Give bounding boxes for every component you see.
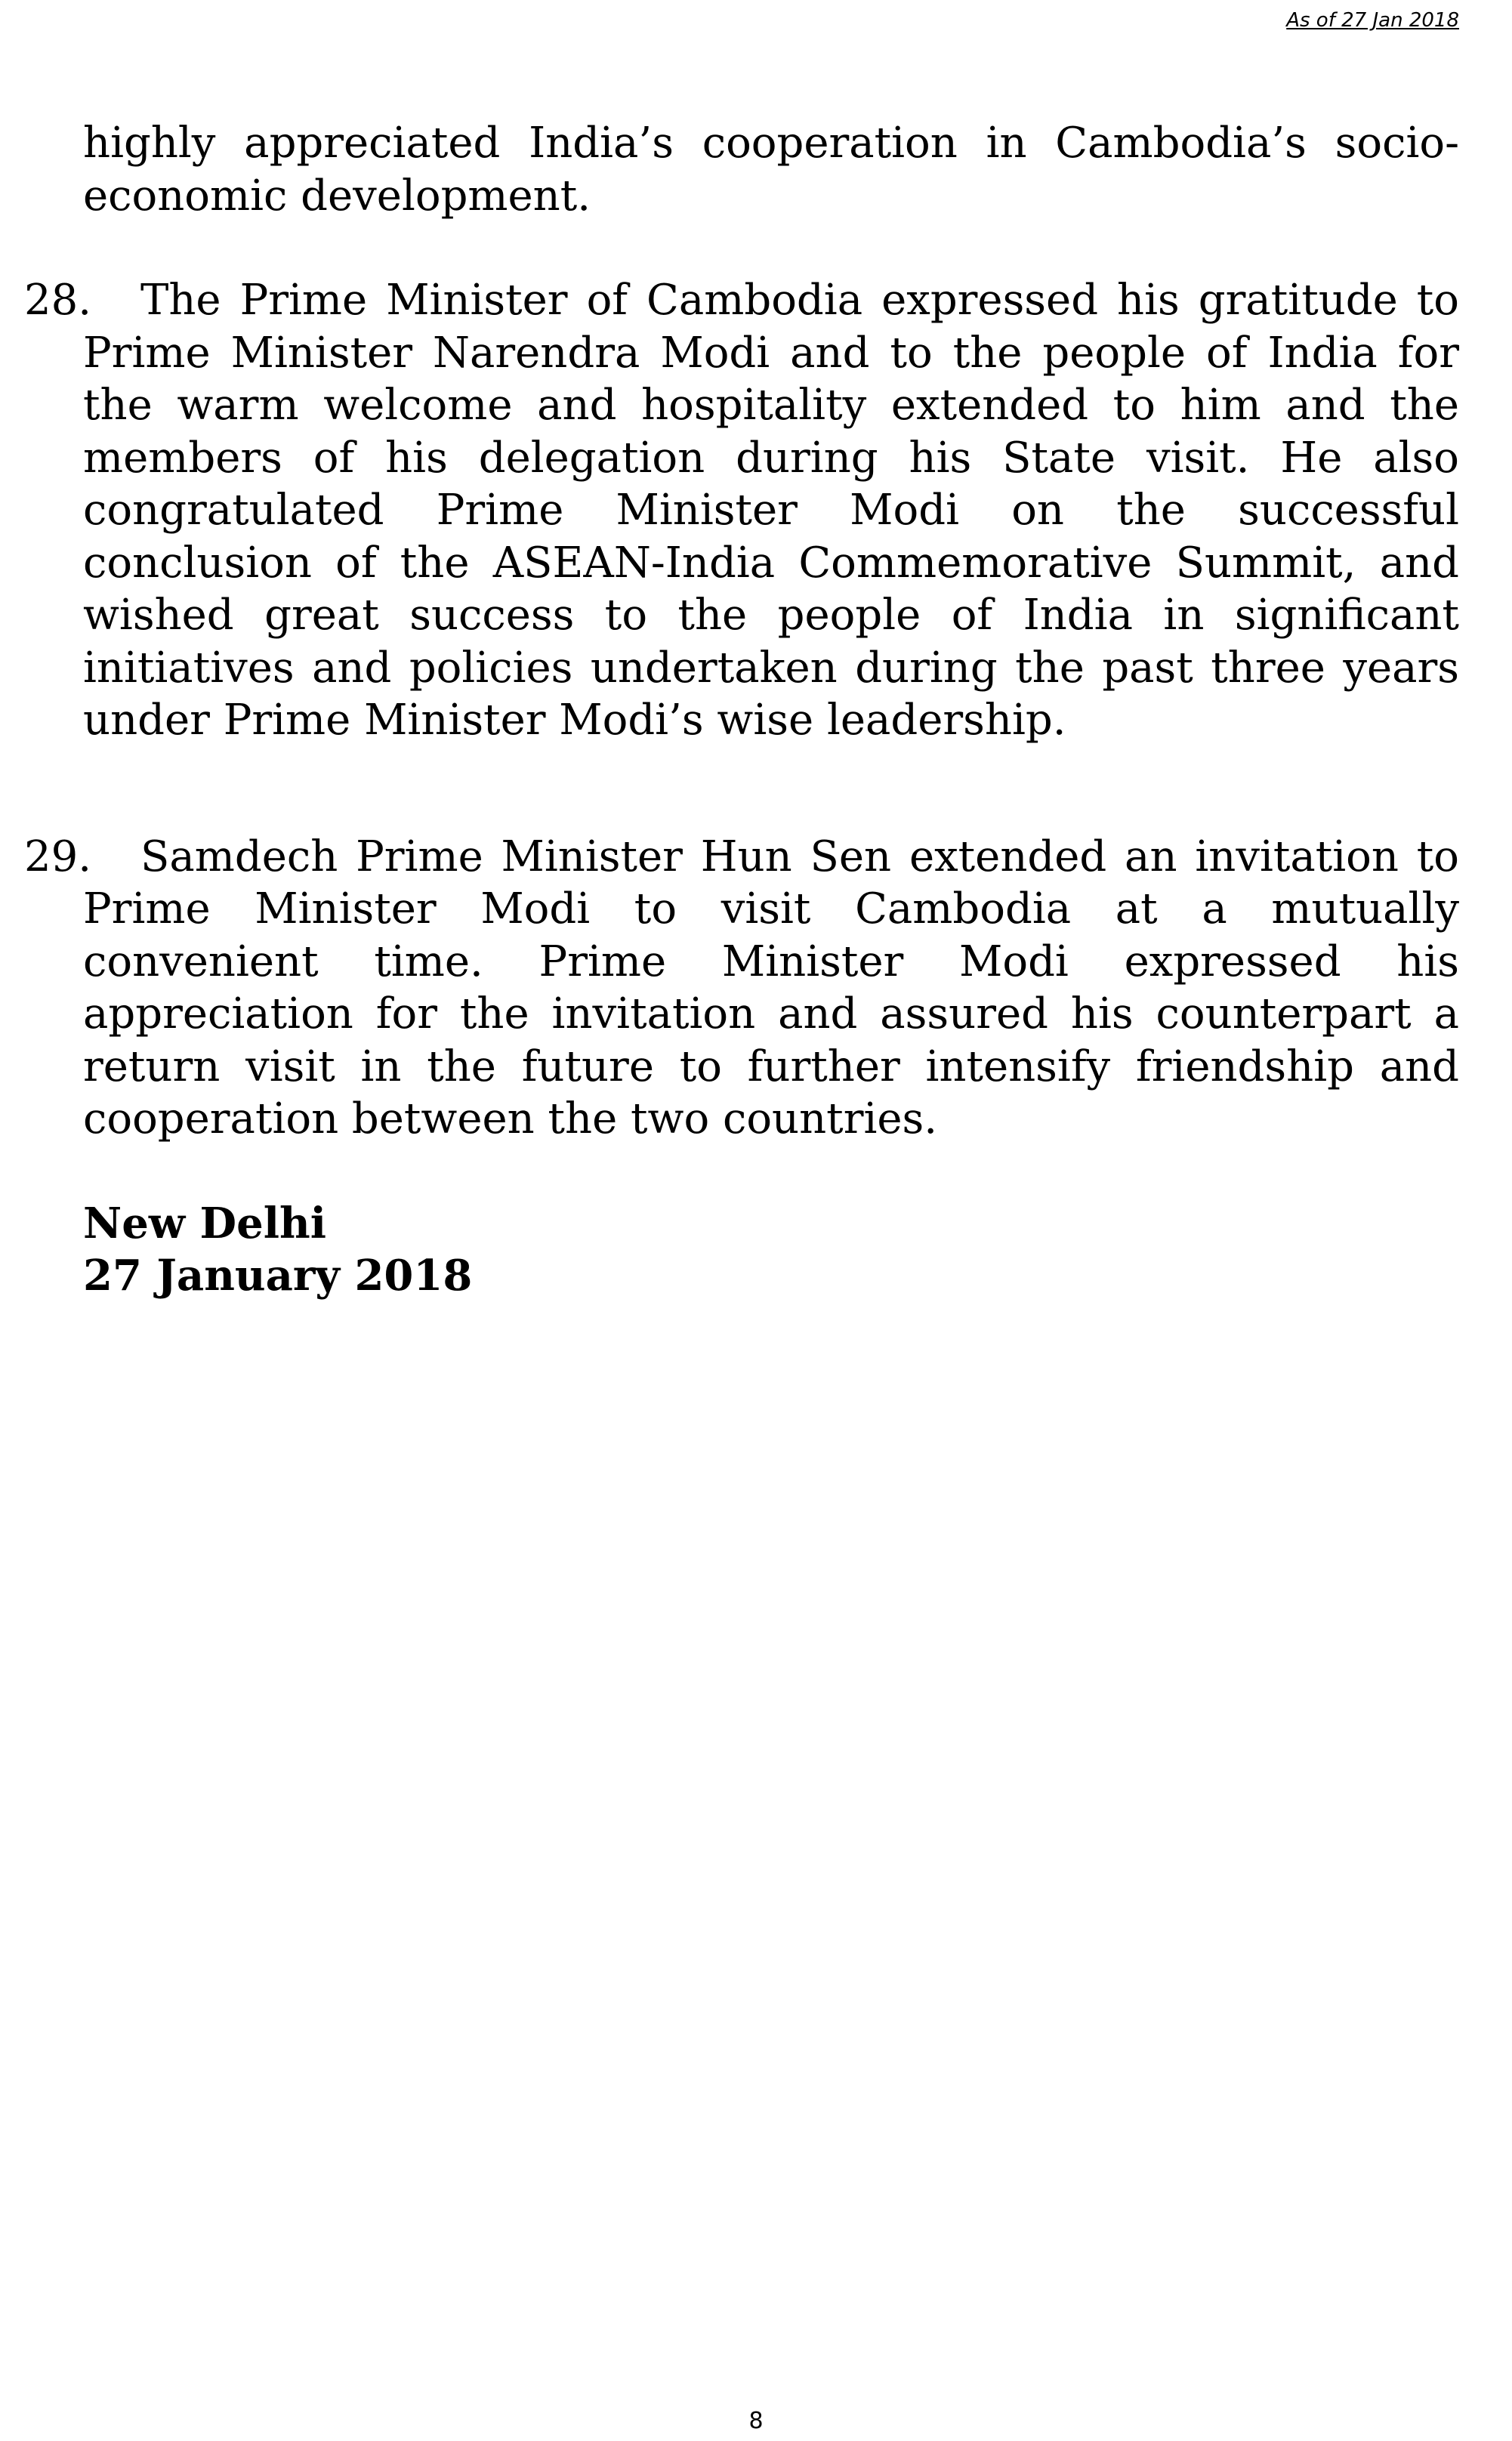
paragraph-29 [24,831,1459,1146]
paragraph-number: 29. [24,832,92,881]
continuation-paragraph: highly appreciated India’s cooperation in Cambodia’s socio-economic development. [83,119,1459,221]
paragraph-28 [24,274,1459,747]
page-number: 8 [748,2408,764,2434]
document-body [0,117,1512,1303]
as-of-date-stamp: As of 27 Jan 2018 [1286,9,1459,32]
paragraph-text: Samdech Prime Minister Hun Sen extended an invitation to Prime Minister Modi to visit Cambodia at a mutually convenient time. Prime Minister Modi expressed his appreciation for the invitation and assured his counterpart a return visit in the future to further intensify friendship and cooperation between the two countries. [83,832,1459,1143]
signature-place: New Delhi [83,1198,326,1248]
signature-date: 27 January 2018 [83,1251,473,1301]
paragraph-text: The Prime Minister of Cambodia expressed his gratitude to Prime Minister Narendra Modi and to the people of India for the warm welcome and hospitality extended to him and the members of his delegation during his State visit. He also congratulated Prime Minister Modi on the successful conclusion of the ASEAN-India Commemorative Summit, and wished great success to the people of India in significant initiatives and policies undertaken during the past three years under Prime Minister Modi’s wise leadership. [83,276,1459,745]
paragraph-number: 28. [24,276,92,325]
